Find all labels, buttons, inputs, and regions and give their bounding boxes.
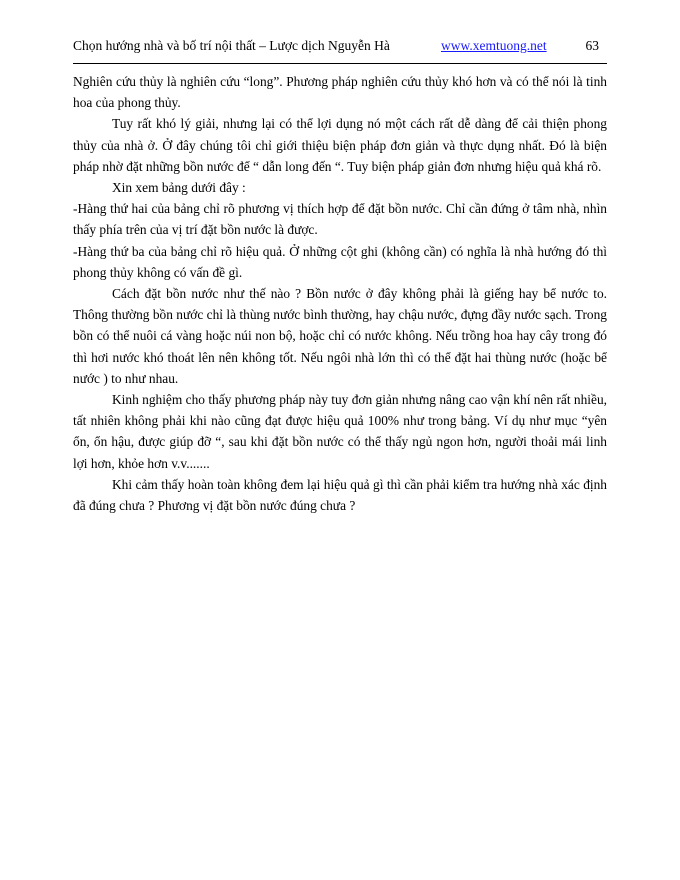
paragraph: Kinh nghiệm cho thấy phương pháp này tuy đơn giản nhưng nâng cao vận khí nên rất nhiều, tất nhiên không phải khi nào cũng đạt được hiệu quả 100% như trong bảng. Ví dụ như mục “yên ổn, ổn hậu, được giúp đỡ “, sau khi đặt bồn nước có thể thấy ngủ ngon hơn, người thoải mái linh lợi hơn, khỏe hơn v.v....... — [73, 392, 608, 471]
body-text — [73, 71, 607, 516]
paragraph: Xin xem bảng dưới đây : — [112, 180, 246, 196]
page-number: 63 — [585, 38, 599, 53]
header-title: Chọn hướng nhà và bố trí nội thất – Lược dịch Nguyễn Hà — [73, 38, 390, 53]
header-rule — [73, 63, 607, 64]
paragraph: Nghiên cứu thủy là nghiên cứu “long”. Phương pháp nghiên cứu thủy khó hơn và có thể nói là tinh hoa của phong thủy. — [73, 74, 607, 111]
paragraph: Khi cảm thấy hoàn toàn không đem lại hiệu quả gì thì cần phải kiểm tra hướng nhà xác định đã đúng chưa ? Phương vị đặt bồn nước đúng chưa ? — [73, 476, 607, 514]
paragraph: -Hàng thứ hai của bảng chỉ rõ phương vị thích hợp để đặt bồn nước. Chỉ cần đứng ở tâm nhà, nhìn thấy phía trên của vị trí đặt bồn nước là được. — [73, 201, 607, 238]
paragraph: -Hàng thứ ba của bảng chỉ rõ hiệu quả. Ở những cột ghi (không cần) có nghĩa là nhà hướng đó thì phong thủy không có vấn đề gì. — [73, 243, 607, 280]
paragraph: Tuy rất khó lý giải, nhưng lại có thể lợi dụng nó một cách rất dễ dàng để cải thiện phong thủy của nhà ở. Ở đây chúng tôi chỉ giới thiệu biện pháp đơn giản và thực dụng nhất. Đó là biện pháp nhờ đặt những bồn nước để “ dẫn long đến “. Tuy biện pháp giản đơn nhưng hiệu quả khá rõ. — [73, 116, 607, 174]
header-site-link[interactable]: www.xemtuong.net — [441, 38, 547, 53]
paragraph: Cách đặt bồn nước như thế nào ? Bồn nước ở đây không phải là giếng hay bể nước to. Thông thường bồn nước chỉ là thùng nước bình thường, hay chậu nước, đựng đầy nước sạch. Trong bồn có thể nuôi cá vàng hoặc núi non bộ, hoặc chỉ có nước không. Nếu trồng hoa hay cây trong đó thì hơi nước khó thoát lên nên không tốt. Nếu ngôi nhà lớn thì có thể đặt hai thùng nước (hoặc bể nước ) to như nhau. — [73, 286, 607, 386]
page-header — [73, 38, 607, 60]
